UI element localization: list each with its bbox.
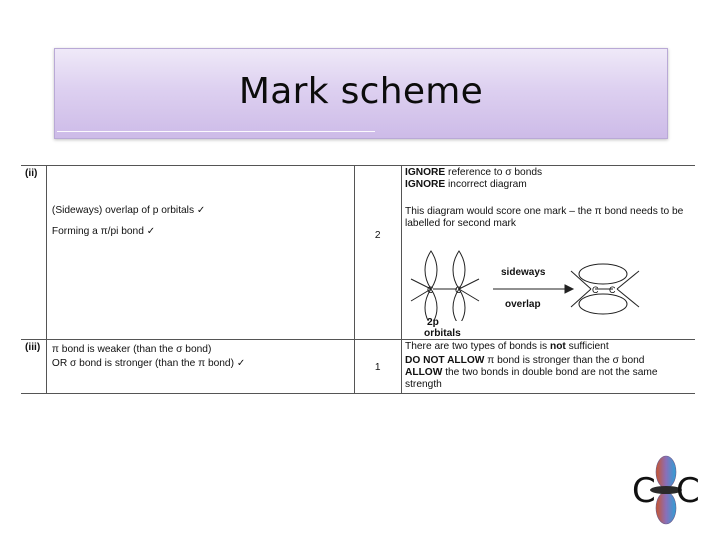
table-row bbox=[21, 166, 695, 340]
guidance-text: π bond is stronger than the σ bond bbox=[487, 355, 645, 366]
p-orbital-lobe bbox=[453, 251, 465, 289]
lower-lobe bbox=[656, 492, 676, 524]
guidance-line bbox=[405, 355, 695, 367]
atom-label: C bbox=[592, 285, 599, 295]
keyword: DO NOT ALLOW bbox=[405, 355, 485, 366]
keyword: IGNORE bbox=[405, 167, 446, 178]
answer-line: Forming a π/pi bond ✓ bbox=[51, 226, 156, 237]
pi-bond-upper-lobe bbox=[579, 264, 627, 284]
answer-line: π bond is weaker (than the σ bond) bbox=[51, 344, 212, 355]
guidance-text: reference to σ bonds bbox=[448, 167, 543, 178]
slide-title: Mark scheme bbox=[238, 71, 484, 112]
mark-scheme-table bbox=[21, 165, 695, 394]
part-label: (ii) bbox=[25, 168, 38, 179]
guidance-text: sufficient bbox=[565, 341, 609, 352]
logo-letter-left: C bbox=[632, 471, 656, 511]
caption-line: 2p bbox=[427, 317, 439, 328]
logo-letter-right: C bbox=[676, 471, 700, 511]
table-row bbox=[21, 340, 695, 394]
answer-cell bbox=[46, 340, 354, 394]
mark-value: 2 bbox=[374, 230, 381, 241]
orbital-overlap-diagram bbox=[405, 231, 695, 321]
guidance-line bbox=[405, 341, 695, 353]
diagram-caption bbox=[405, 317, 695, 339]
arrow-label-top: sideways bbox=[501, 267, 546, 278]
p-orbital-lobe bbox=[425, 251, 437, 289]
part-label: (iii) bbox=[25, 342, 41, 353]
answer-cell bbox=[46, 166, 354, 340]
guidance-cell bbox=[402, 166, 696, 340]
upper-lobe bbox=[656, 456, 676, 488]
guidance-note: This diagram would score one mark – the π bond needs to be labelled for second mark bbox=[405, 206, 684, 229]
mark-value: 1 bbox=[374, 362, 381, 373]
part-cell bbox=[21, 340, 46, 394]
caption-line: orbitals bbox=[424, 328, 461, 339]
title-banner bbox=[54, 48, 668, 139]
keyword: ALLOW bbox=[405, 367, 443, 378]
atom-label: C bbox=[455, 285, 462, 295]
emphasis: not bbox=[549, 341, 566, 352]
guidance-line bbox=[405, 367, 695, 391]
arrow-label-bottom: overlap bbox=[505, 299, 541, 310]
guidance-cell bbox=[402, 340, 696, 394]
carbon-orbital-logo bbox=[630, 455, 702, 525]
atom-label: C bbox=[427, 285, 434, 295]
guidance-text: the two bonds in double bond are not the same strength bbox=[405, 367, 658, 390]
mark-cell bbox=[354, 340, 401, 394]
pi-bond-lower-lobe bbox=[579, 294, 627, 314]
guidance-line bbox=[405, 167, 695, 179]
title-underline bbox=[57, 131, 375, 132]
guidance-line bbox=[405, 179, 695, 191]
part-cell bbox=[21, 166, 46, 340]
atom-label: C bbox=[609, 285, 616, 295]
guidance-text: There are two types of bonds is bbox=[405, 341, 550, 352]
keyword: IGNORE bbox=[405, 179, 446, 190]
answer-line: OR σ bond is stronger (than the π bond) ✓ bbox=[51, 358, 246, 369]
mark-cell bbox=[354, 166, 401, 340]
answer-line: (Sideways) overlap of p orbitals ✓ bbox=[51, 205, 206, 216]
guidance-text: incorrect diagram bbox=[448, 179, 527, 190]
